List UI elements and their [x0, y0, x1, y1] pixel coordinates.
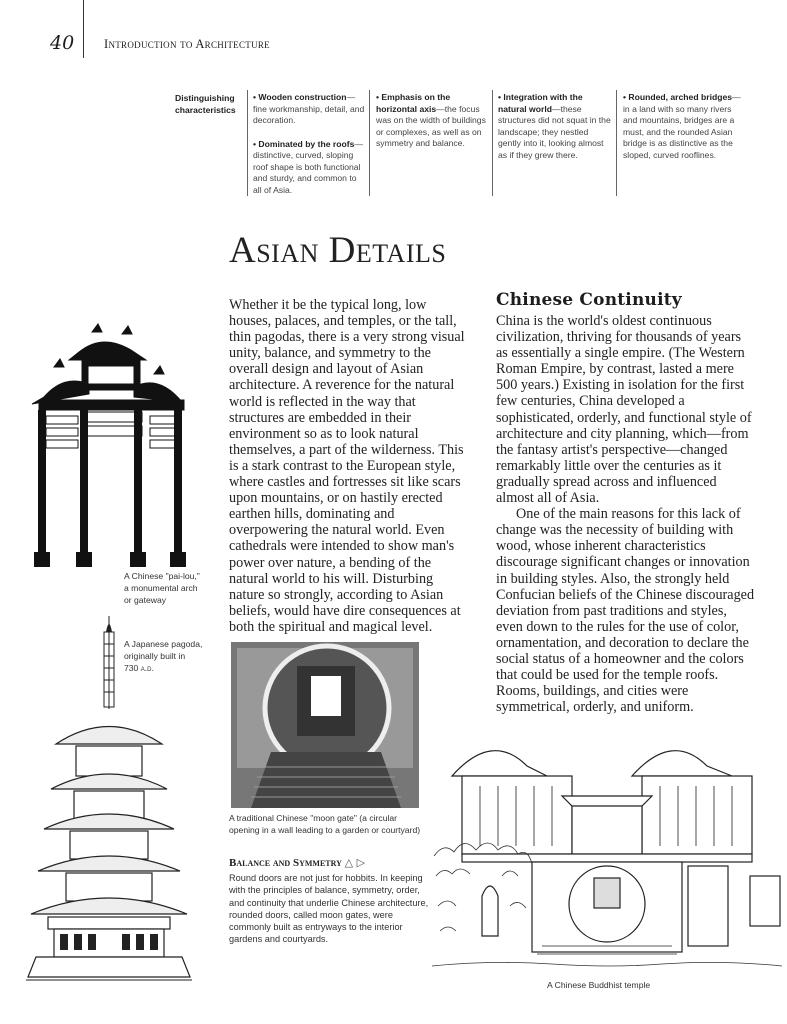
caption-line: opening in a wall leading to a garden or courtyard) — [229, 825, 421, 835]
caption-line: or gateway — [124, 595, 167, 605]
sidebar-heading-text: Balance and Symmetry — [229, 857, 342, 869]
characteristics-column — [376, 92, 488, 162]
temple-illustration — [432, 726, 782, 974]
caption-line: a monumental arch — [124, 583, 198, 593]
characteristics-column — [498, 92, 612, 173]
intro-paragraph: Whether it be the typical long, low houses, palaces, and temples, or the tall, thin pagodas, there is a very strong visual unity, balance, and symmetry to the overall design and layout of Asian architecture. A reverence for the natural world is reflected in the way that structures are embedded in their environment so as to look natural themselves, a part of the wilderness. This is a stark contrast to the European style, where castles and fortresses sit like scars upon mountains, or on hastily erected earthen hills, dominating and overpowering the natural world. Even cathedrals were intended to show man's power over nature, a bending of the natural world to his will. Disturbing nature so strongly, according to Asian beliefs, would have dire consequences at both the spiritual and magical level. — [229, 297, 465, 635]
intro-column — [229, 297, 469, 635]
caption-line: A Japanese pagoda, — [124, 639, 203, 649]
caption-line — [124, 662, 202, 674]
section-paragraph: One of the main reasons for this lack of change was the necessity of building with wood, whose inherent characteristics discourage significant changes or innovation in building styles. Also, the strongly held Confucian beliefs of the Chinese discouraged deviation from past traditions and styles, even down to the rules for the use of color, ornamentation, and decoration to declare the social status of a homeowner and the colors that could be used for the temple roofs. Rooms, buildings, and cities were symmetrical, orderly, and uniform. — [496, 506, 755, 716]
characteristics-label — [175, 93, 236, 116]
column-divider — [492, 90, 493, 196]
sidebar-body: Round doors are not just for hobbits. In keeping with the principles of balance, symmetry, order, and continuity that underlie Chinese architecture, rounded doors, called moon gates, were commonly built as entryways to the interior gardens and courtyards. — [229, 873, 429, 945]
page-title: Asian Details — [229, 230, 447, 271]
moon-gate-caption — [229, 812, 420, 836]
temple-caption: A Chinese Buddhist temple — [547, 980, 651, 990]
header-divider — [83, 0, 84, 58]
column-divider — [369, 90, 370, 196]
characteristics-column — [623, 92, 741, 173]
moon-gate-illustration — [231, 642, 419, 808]
section-column — [496, 313, 756, 715]
characteristic-item: • Wooden construction—fine workmanship, detail, and decoration. — [253, 92, 365, 125]
pailou-caption — [124, 570, 200, 606]
characteristic-item: • Dominated by the roofs—distinctive, curved, sloping roof shape is both functional and sturdy, and common to all of Asia. — [253, 138, 363, 195]
caption-line: A traditional Chinese "moon gate" (a circular — [229, 813, 398, 823]
characteristics-label-line: Distinguishing — [175, 93, 235, 103]
caption-line: A Chinese "pai-lou," — [124, 571, 200, 581]
caption-era: a.d. — [140, 663, 154, 673]
pagoda-caption — [124, 638, 202, 674]
column-divider — [616, 90, 617, 196]
caption-year: 730 — [124, 663, 139, 673]
characteristic-item: • Emphasis on the horizontal axis—the focus was on the width of buildings or complexes, as well as on symmetry and balance. — [376, 92, 486, 148]
characteristic-item: • Rounded, arched bridges—in a land with so many rivers and mountains, bridges are a must, and the rounded Asian bridge is as distinctive as the sloped, curved rooflines. — [623, 92, 741, 160]
pailou-illustration — [24, 312, 194, 570]
sidebar-heading — [229, 856, 365, 869]
section-heading: Chinese Continuity — [496, 290, 682, 310]
caption-line: originally built in — [124, 651, 186, 661]
characteristics-column — [253, 92, 365, 208]
triangle-icons: △ ▷ — [344, 856, 366, 869]
page-number: 40 — [50, 32, 75, 54]
characteristic-item: • Integration with the natural world—these structures did not squat in the landscape; they nestled gently into it, looking almost as if they grew there. — [498, 92, 611, 160]
column-divider — [247, 90, 248, 196]
running-head: Introduction to Architecture — [104, 37, 270, 51]
characteristics-label-line: characteristics — [175, 104, 236, 115]
section-paragraph: China is the world's oldest continuous civilization, thriving for thousands of years as essentially a single empire. (The Western Roman Empire, by contrast, lasted a mere 500 years.) Existing in isolation for the first few centuries, China developed a sophisticated, orderly, and functional style of architecture and city planning, which—from the fantasy artist's perspective—changed remarkably little over the centuries as it gradually spread across and influenced almost all of Asia. — [496, 313, 752, 507]
